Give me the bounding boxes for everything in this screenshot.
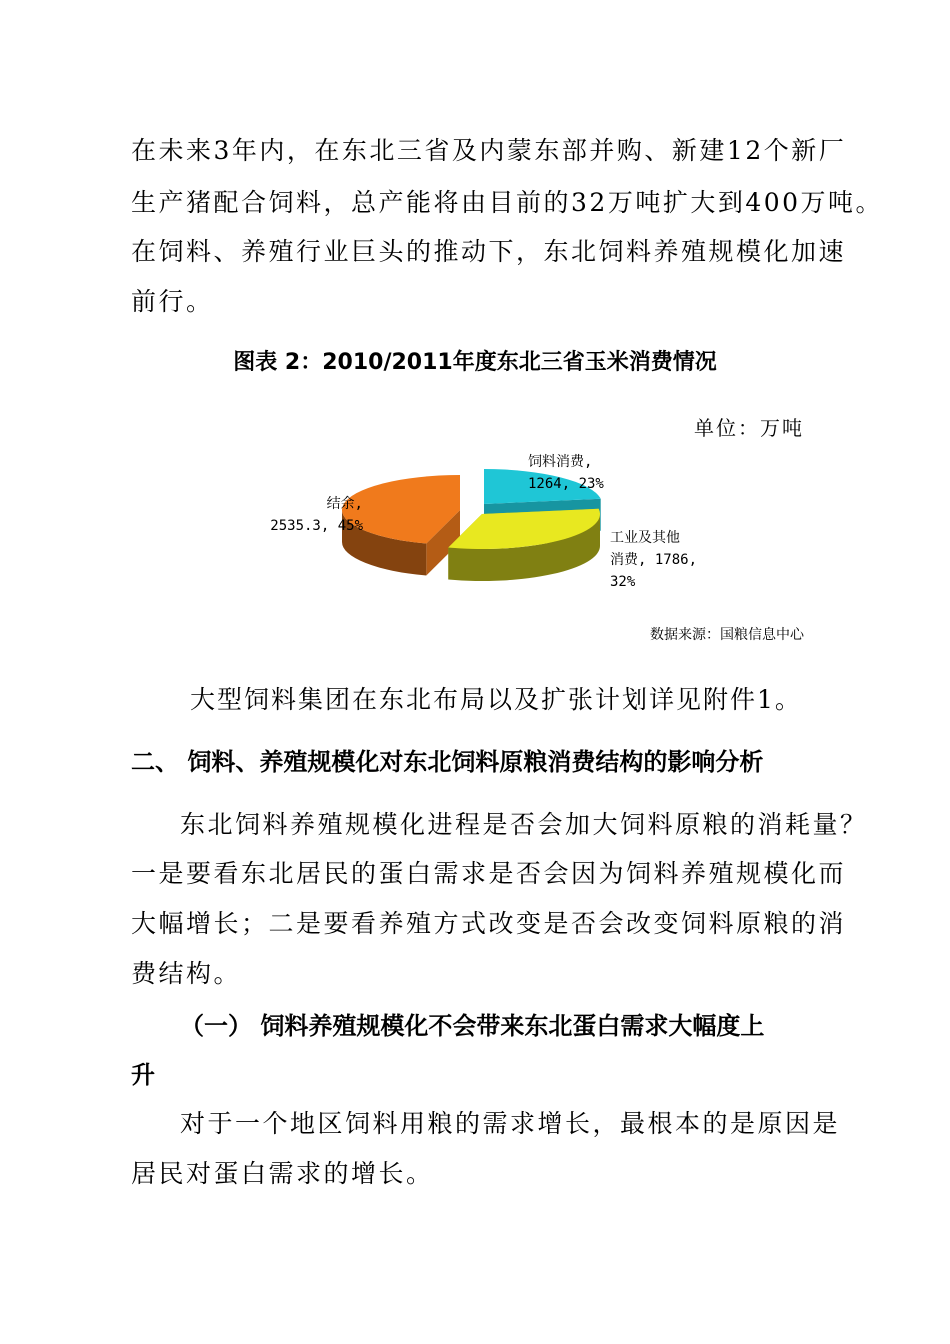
- paragraph-line: 一是要看东北居民的蛋白需求是否会因为饲料养殖规模化而: [131, 859, 847, 888]
- paragraph-line: 对于一个地区饲料用粮的需求增长，最根本的是原因是: [180, 1109, 841, 1138]
- section-heading: 二、 饲料、养殖规模化对东北饲料原粮消费结构的影响分析: [131, 748, 764, 776]
- paragraph-line: 生产猪配合饲料，总产能将由目前的32万吨扩大到400万吨。: [131, 188, 884, 217]
- paragraph-line: 在饲料、养殖行业巨头的推动下，东北饲料养殖规模化加速: [131, 237, 847, 266]
- attachment-note: 大型饲料集团在东北布局以及扩张计划详见附件1。: [190, 685, 802, 714]
- pie-chart: [0, 440, 950, 640]
- pie-slice-1: [448, 509, 600, 581]
- figure-caption: 图表 2：2010/2011年度东北三省玉米消费情况: [233, 350, 717, 375]
- subsection-line: （一） 饲料养殖规模化不会带来东北蛋白需求大幅度上: [180, 1012, 765, 1040]
- paragraph-line: 前行。: [131, 287, 214, 316]
- paragraph-line: 费结构。: [131, 959, 242, 988]
- pie-label-2: 结余, 2535.3, 45%: [270, 496, 363, 534]
- paragraph-line: 大幅增长；二是要看养殖方式改变是否会改变饲料原粮的消: [131, 909, 847, 938]
- figure-source: 数据来源：国粮信息中心: [650, 627, 804, 643]
- paragraph-line: 居民对蛋白需求的增长。: [131, 1159, 434, 1188]
- pie-label-1: 工业及其他消费, 1786, 32%: [610, 530, 698, 590]
- pie-label-0: 饲料消费, 1264, 23%: [528, 454, 604, 492]
- subsection-line: 升: [131, 1061, 155, 1089]
- figure-unit: 单位：万吨: [694, 416, 804, 440]
- paragraph-line: 东北饲料养殖规模化进程是否会加大饲料原粮的消耗量？: [180, 810, 868, 839]
- paragraph-line: 在未来3年内，在东北三省及内蒙东部并购、新建12个新厂: [131, 136, 847, 165]
